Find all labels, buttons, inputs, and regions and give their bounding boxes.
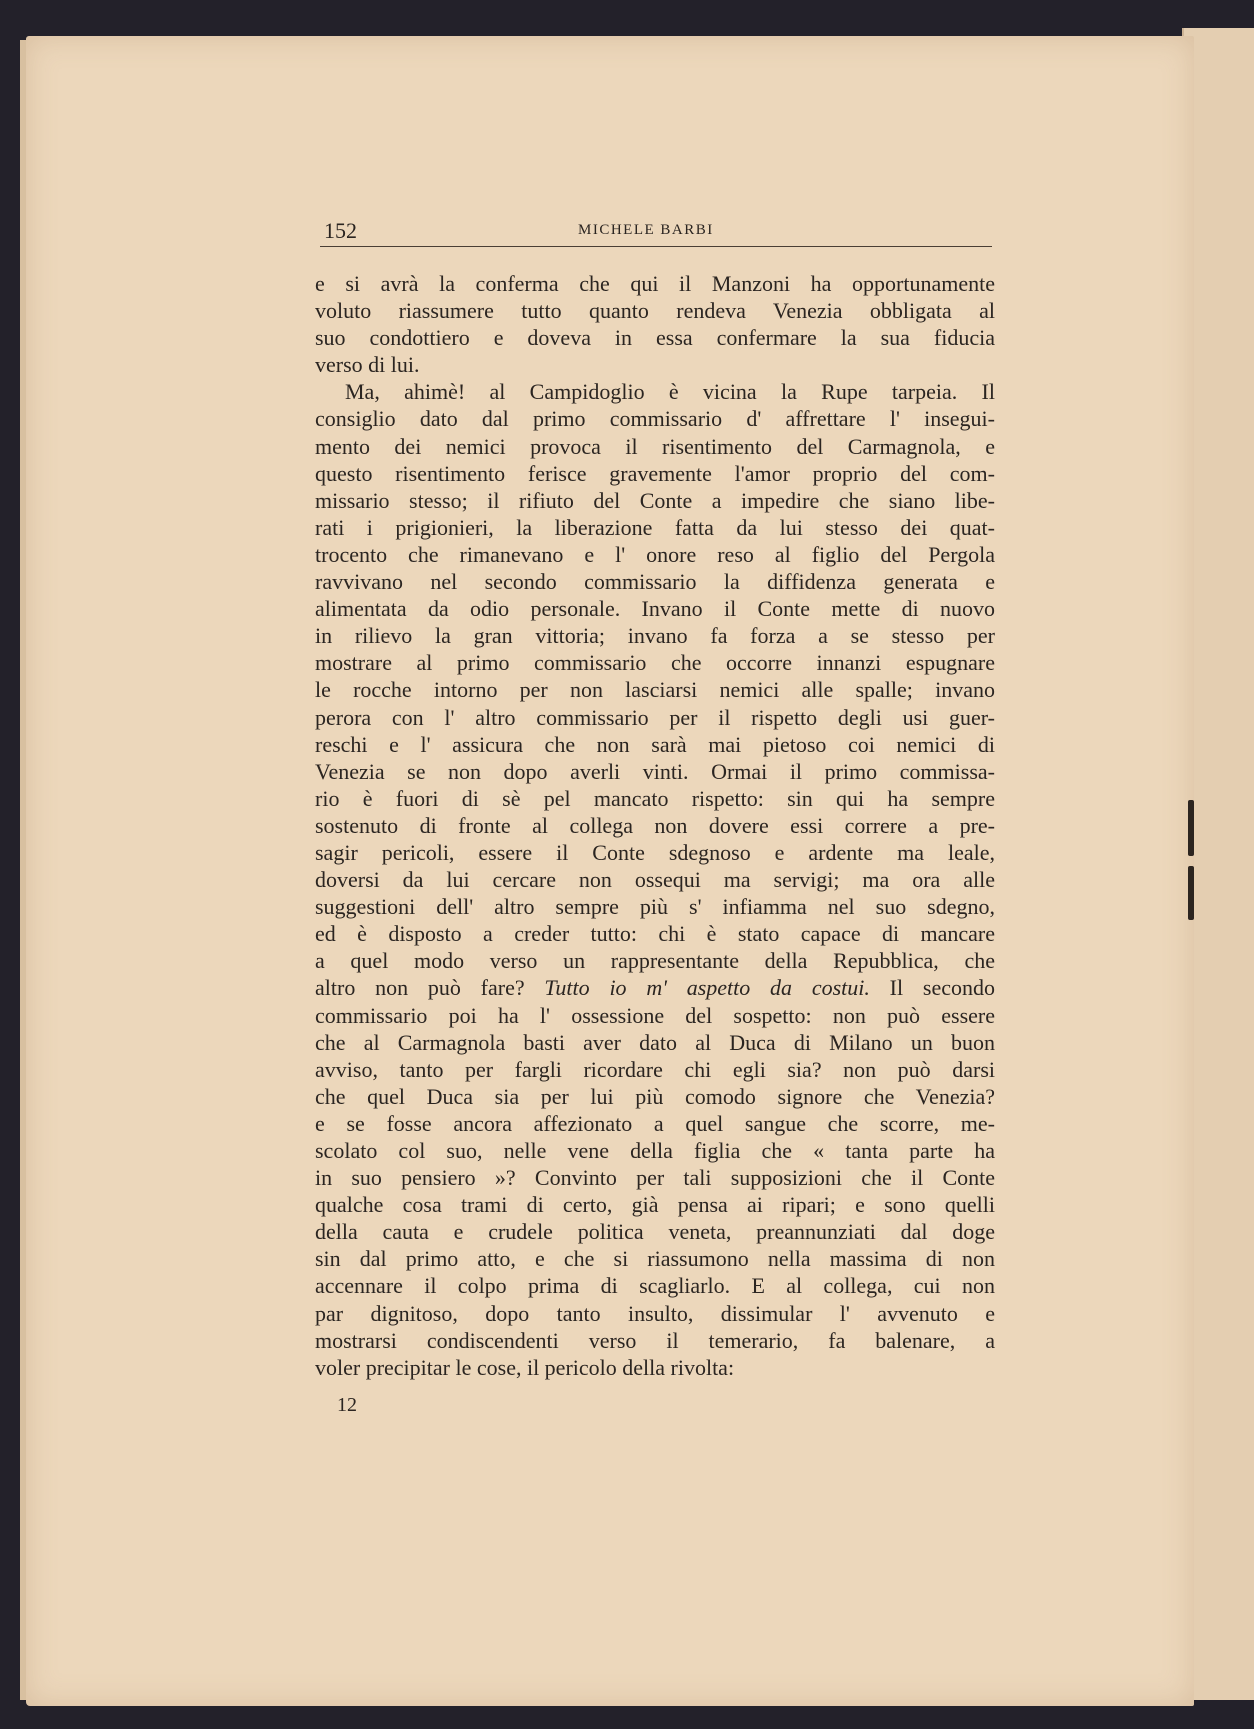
text-line: reschi e l' assicura che non sarà mai pietoso coi nemici di [315,731,995,757]
text-line: rati i prigionieri, la liberazione fatta da lui stesso dei quat- [315,514,995,540]
text-line: rio è fuori di sè pel mancato rispetto: sin qui ha sempre [315,785,995,811]
text-line: suggestioni dell' altro sempre più s' infiamma nel suo sdegno, [315,894,995,920]
text-line: voluto riassumere tutto quanto rendeva Venezia obbligata al [315,298,995,324]
text-line: suo condottiero e doveva in essa confermare la sua fiducia [315,325,995,351]
text-line: e se fosse ancora affezionato a quel sangue che scorre, me- [315,1110,995,1136]
text-line: che al Carmagnola basti aver dato al Duca di Milano un buon [315,1029,995,1055]
text-line: e si avrà la conferma che qui il Manzoni ha opportunamente [315,271,995,296]
text-line: missario stesso; il rifiuto del Conte a impedire che siano libe- [315,487,995,513]
text-line: avviso, tanto per fargli ricordare chi egli sia? non può darsi [315,1056,995,1082]
text-line: alimentata da odio personale. Invano il Conte mette di nuovo [315,596,995,622]
text-line: voler precipitar le cose, il pericolo della rivolta: [315,1354,735,1380]
text-line: doversi da lui cercare non ossequi ma servigi; ma ora alle [315,867,995,893]
body-text [315,270,995,1381]
text-line: sagir pericoli, essere il Conte sdegnoso e ardente ma leale, [315,839,995,865]
text-line: questo risentimento ferisce gravemente l'amor proprio del com- [315,460,995,486]
text-line-with-italic: altro non può fare? Tutto io m' aspetto da costui. Il secondo [315,975,995,1001]
text-line: a quel modo verso un rappresentante della Repubblica, che [315,948,995,974]
text-line: mostrarsi condiscendenti verso il temerario, fa balenare, a [315,1327,995,1353]
text-line: in rilievo la gran vittoria; invano fa forza a se stesso per [315,623,995,649]
text-line: Ma, ahimè! al Campidoglio è vicina la Rupe tarpeia. Il [345,379,995,405]
binding-thread-marks [1186,800,1196,920]
text-line: accennare il colpo prima di scagliarlo. E al collega, cui non [315,1273,995,1299]
author-name: MICHELE BARBI [578,222,714,238]
text-line: commissario poi ha l' ossessione del sospetto: non può essere [315,1002,995,1028]
text-line: che quel Duca sia per lui più comodo signore che Venezia? [315,1083,995,1109]
text-line: trocento che rimanevano e l' onore reso al figlio del Pergola [315,541,995,567]
text-line: sin dal primo atto, e che si riassumono nella massima di non [315,1246,995,1272]
text-line: in suo pensiero »? Convinto per tali supposizioni che il Conte [315,1165,995,1191]
page-number: 152 [324,218,357,243]
text-line: ravvivano nel secondo commissario la diffidenza generata e [315,569,995,595]
text-line: le rocche intorno per non lasciarsi nemici alle spalle; invano [315,677,995,703]
text-line: verso di lui. [315,352,420,378]
text-line: della cauta e crudele politica veneta, preannunziati dal doge [315,1219,995,1245]
text-line: qualche cosa trami di certo, già pensa ai ripari; e sono quelli [315,1192,995,1218]
text-line: sostenuto di fronte al collega non dovere essi correre a pre- [315,812,995,838]
text-line: ed è disposto a creder tutto: chi è stato capace di mancare [315,921,995,947]
text-line: par dignitoso, dopo tanto insulto, dissimular l' avvenuto e [315,1300,995,1326]
text-line: mento dei nemici provoca il risentimento del Carmagnola, e [315,433,995,459]
text-line: scolato col suo, nelle vene della figlia che « tanta parte ha [315,1138,995,1163]
text-line: mostrare al primo commissario che occorre innanzi espugnare [315,650,995,676]
running-head [320,218,992,247]
text-line: consiglio dato dal primo commissario d' affrettare l' insegui- [315,406,995,432]
italic-quote: Tutto io m' aspetto da costui. [544,975,870,1001]
text-line: Venezia se non dopo averli vinti. Ormai il primo commissa- [315,758,995,784]
signature-mark: 12 [337,1394,357,1416]
text-line: perora con l' altro commissario per il rispetto degli usi guer- [315,704,995,730]
